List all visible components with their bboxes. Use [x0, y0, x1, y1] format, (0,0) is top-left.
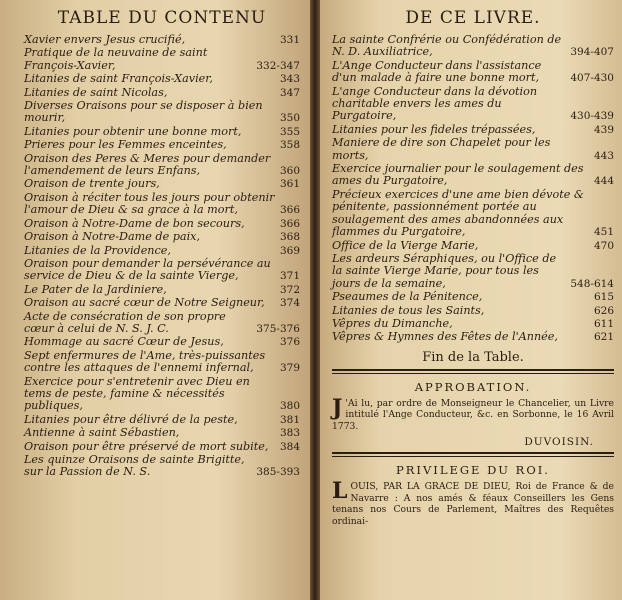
toc-entry-page: 385-393: [256, 466, 300, 479]
approbation-drop-cap: J: [332, 394, 343, 421]
toc-entry-title: Sept enfermures de l'Ame, très-puissantes contre les attaques de l'ennemi infernal,: [24, 348, 266, 375]
toc-entry-page: 375-376: [256, 322, 300, 335]
toc-entry: [24, 350, 300, 375]
toc-entry-page: 611: [593, 317, 614, 330]
toc-entry: [24, 284, 300, 296]
toc-entry-page: 444: [593, 175, 614, 188]
toc-entry: [332, 305, 614, 317]
toc-entry-page: 383: [279, 427, 300, 440]
toc-entry-title: Office de la Vierge Marie,: [332, 238, 479, 252]
toc-entry-title: Maniere de dire son Chapelet pour les morts,: [332, 136, 551, 162]
toc-entry-page: 361: [279, 178, 300, 191]
toc-entry: [332, 137, 614, 162]
divider-rule: [332, 452, 614, 457]
toc-entry: [24, 441, 300, 453]
toc-entry-title: La sainte Confrérie ou Confédération de N. D. Auxiliatrice,: [332, 33, 562, 59]
toc-entry: [24, 139, 300, 151]
toc-entry-page: 451: [593, 226, 614, 239]
toc-entry-title: Les ardeurs Séraphiques, ou l'Office de la sainte Vierge Marie, pour tous les jours de la semaine,: [332, 251, 557, 290]
toc-entry: [24, 258, 300, 283]
toc-entry: [332, 318, 614, 330]
toc-entry-title: Diverses Oraisons pour se disposer à bien mourir,: [24, 99, 263, 125]
toc-entry-title: Précieux exercices d'une ame bien dévote & pénitente, passionnément portée au soulagement des ames abandonnées aux flammes du Purgatoire,: [332, 187, 584, 239]
toc-entry: [24, 192, 300, 217]
toc-entry: [332, 240, 614, 252]
toc-entry-title: Oraison au sacré cœur de Notre Seigneur,: [24, 296, 265, 310]
toc-entry-page: 347: [279, 86, 300, 99]
toc-entry: [332, 253, 614, 290]
toc-entry: [24, 153, 300, 178]
toc-entry-page: 548-614: [570, 277, 614, 290]
toc-entry-page: 626: [593, 304, 614, 317]
toc-entry-title: Pratique de la neuvaine de saint François-Xavier,: [24, 46, 208, 72]
toc-entry-page: 343: [279, 73, 300, 86]
toc-entry-title: Vêpres & Hymnes des Fêtes de l'Année,: [332, 330, 558, 344]
toc-entry: [332, 331, 614, 343]
toc-entry-title: Antienne à saint Sébastien,: [24, 426, 180, 440]
toc-entry: [24, 427, 300, 439]
toc-entry-title: Litanies pour obtenir une bonne mort,: [24, 124, 242, 138]
toc-entry-page: 430-439: [570, 110, 614, 123]
toc-entry-title: Litanies de saint Nicolas,: [24, 85, 168, 99]
toc-entry-page: 360: [279, 165, 300, 178]
toc-entry: [24, 47, 300, 72]
toc-entry-title: Oraison à réciter tous les jours pour obtenir l'amour de Dieu & sa grace à la mort,: [24, 190, 275, 217]
toc-entry-title: Oraison à Notre-Dame de paix,: [24, 230, 201, 244]
toc-entry: [24, 126, 300, 138]
toc-entry-title: Litanies pour être délivré de la peste,: [24, 412, 238, 426]
right-page: [320, 0, 622, 600]
approbation-body: 'Ai lu, par ordre de Monseigneur le Chancelier, un Livre intitulé l'Ange Conducteur, &c. en Sorbonne, le 16 Avril 1773.: [332, 397, 614, 432]
toc-entry-title: Litanies de saint François-Xavier,: [24, 72, 213, 86]
toc-entry-page: 369: [279, 244, 300, 257]
privilege-title: PRIVILEGE DU ROI.: [396, 463, 550, 478]
approbation-text: [332, 394, 614, 433]
toc-entry: [332, 163, 614, 188]
toc-entry: [332, 60, 614, 85]
toc-entry-page: 439: [593, 123, 614, 136]
toc-entry-title: Hommage au sacré Cœur de Jesus,: [24, 335, 224, 349]
toc-entry: [24, 336, 300, 348]
toc-entry-page: 372: [279, 283, 300, 296]
privilege-drop-cap: L: [332, 478, 348, 505]
toc-entry: [332, 86, 614, 123]
toc-entry-title: Vêpres du Dimanche,: [332, 316, 453, 330]
toc-entry-title: Exercice pour s'entretenir avec Dieu en tems de peste, famine & nécessités publiques,: [24, 374, 250, 413]
toc-entry-title: Oraison à Notre-Dame de bon secours,: [24, 216, 245, 230]
toc-entry-title: L'Ange Conducteur dans l'assistance d'un malade à faire une bonne mort,: [332, 58, 542, 85]
toc-entry-page: 384: [279, 440, 300, 453]
toc-entry: [24, 231, 300, 243]
toc-entry-page: 394-407: [570, 46, 614, 59]
toc-entry-page: 380: [279, 400, 300, 413]
toc-entry-title: Acte de consécration de son propre cœur à celui de N. S. J. C.: [24, 309, 226, 335]
toc-entry-page: 366: [279, 204, 300, 217]
toc-entry: [24, 34, 300, 46]
toc-entry: [24, 87, 300, 99]
toc-entry: [332, 189, 614, 239]
toc-entry-page: 374: [279, 297, 300, 310]
toc-entry: [24, 297, 300, 309]
toc-entry-page: 407-430: [570, 72, 614, 85]
toc-entry-title: Les quinze Oraisons de sainte Brigitte, sur la Passion de N. S.: [24, 453, 245, 479]
divider-rule: [332, 369, 614, 374]
toc-entry: [24, 178, 300, 190]
toc-entry-page: 332-347: [256, 59, 300, 72]
toc-entry-page: 358: [279, 139, 300, 152]
toc-entry-page: 355: [279, 125, 300, 138]
toc-entry-title: Le Pater de la Jardiniere,: [24, 282, 167, 296]
toc-entry-page: 379: [279, 362, 300, 375]
toc-entry-page: 381: [279, 413, 300, 426]
privilege-text: [332, 478, 614, 527]
toc-entry-title: Litanies pour les fideles trépassées,: [332, 122, 536, 136]
right-page-heading: DE CE LIVRE.: [405, 8, 541, 28]
fin-de-la-table: Fin de la Table.: [422, 349, 524, 365]
toc-entry-title: L'ange Conducteur dans la dévotion charitable envers les ames du Purgatoire,: [332, 84, 538, 123]
privilege-body: OUIS, PAR LA GRACE DE DIEU, Roi de France & de Navarre : A nos amés & féaux Conseillers les Gens tenans nos Cours de Parlement, Maîtres des Requêtes ordinai-: [332, 481, 614, 527]
left-page: [0, 0, 310, 600]
toc-entry-title: Litanies de la Providence,: [24, 243, 171, 257]
toc-entry-page: 615: [593, 291, 614, 304]
toc-entry-page: 350: [279, 112, 300, 125]
approbation-title: APPROBATION.: [414, 379, 532, 394]
toc-entry: [24, 100, 300, 125]
toc-entry: [332, 34, 614, 59]
toc-entry-title: Prieres pour les Femmes enceintes,: [24, 138, 227, 152]
toc-entry: [24, 73, 300, 85]
toc-entry-title: Oraison pour demander la persévérance au service de Dieu & de la sainte Vierge,: [24, 256, 271, 283]
toc-entry-title: Oraison des Peres & Meres pour demander l'amendement de leurs Enfans,: [24, 151, 271, 178]
toc-entry-title: Oraison pour être préservé de mort subite,: [24, 439, 269, 453]
toc-entry-title: Oraison de trente jours,: [24, 177, 160, 191]
toc-entry: [24, 376, 300, 413]
left-toc-list: [24, 34, 300, 479]
toc-entry-page: 443: [593, 149, 614, 162]
toc-entry-title: Exercice journalier pour le soulagement des ames du Purgatoire,: [332, 162, 584, 188]
toc-entry-page: 621: [593, 331, 614, 344]
approbation-signature: DUVOISIN.: [524, 436, 594, 449]
toc-entry-title: Xavier envers Jesus crucifié,: [24, 33, 186, 46]
toc-entry: [24, 218, 300, 230]
book-gutter: [310, 0, 320, 600]
toc-entry-page: 470: [593, 239, 614, 252]
toc-entry-page: 331: [279, 34, 300, 46]
toc-entry: [24, 414, 300, 426]
toc-entry-title: Pseaumes de la Pénitence,: [332, 290, 483, 304]
toc-entry: [332, 291, 614, 303]
toc-entry-page: 366: [279, 217, 300, 230]
toc-entry: [24, 311, 300, 336]
toc-entry: [24, 454, 300, 479]
toc-entry: [332, 124, 614, 136]
toc-entry: [24, 245, 300, 257]
toc-entry-page: 371: [279, 270, 300, 283]
toc-entry-page: 368: [279, 231, 300, 244]
toc-entry-title: Litanies de tous les Saints,: [332, 303, 485, 317]
toc-entry-page: 376: [279, 336, 300, 349]
left-page-heading: TABLE DU CONTENU: [57, 8, 267, 28]
right-toc-list: [332, 34, 614, 344]
